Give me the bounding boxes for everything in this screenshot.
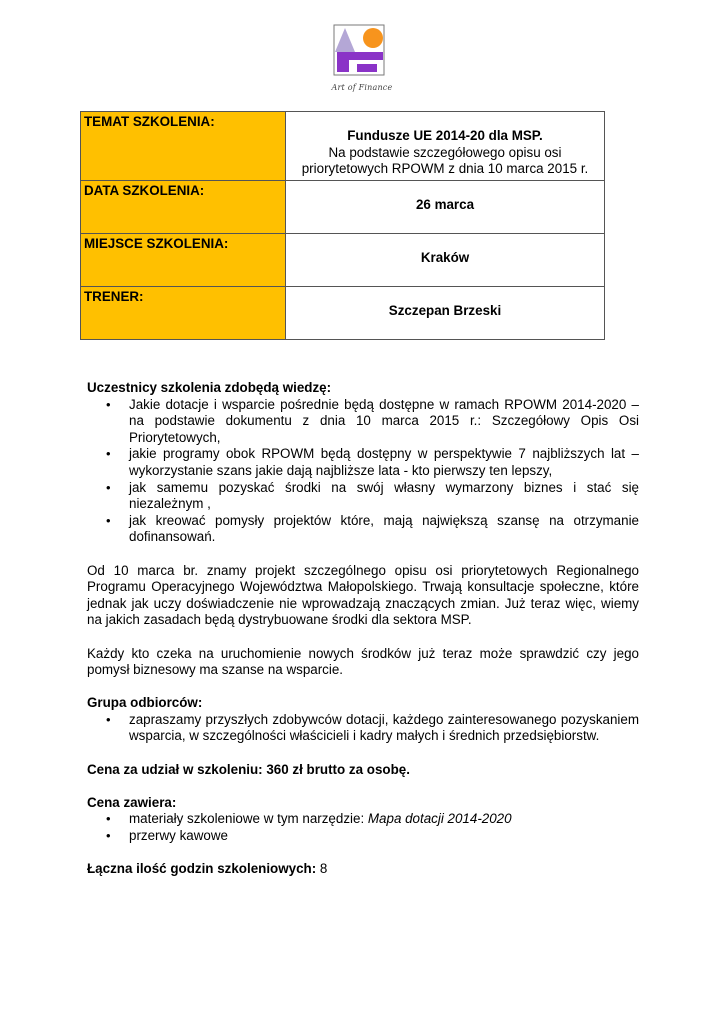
document-body: [87, 380, 639, 878]
list-item: • zapraszamy przyszłych zdobywców dotacji, każdego zainteresowanego pozyskaniem wsparcia, w szczególności właścicieli i kadry małych i średnich przedsiębiorstw.: [106, 711, 639, 744]
hours-label: Łączna ilość godzin szkoleniowych:: [87, 861, 317, 877]
table-row: [81, 234, 605, 287]
knowledge-list: [87, 397, 639, 546]
hours-value: 8: [319, 861, 328, 877]
knowledge-heading: Uczestnicy szkolenia zdobędą wiedzę:: [87, 380, 332, 395]
bullet-icon: •: [106, 811, 111, 827]
value-topic: [286, 112, 605, 181]
label-date: DATA SZKOLENIA:: [81, 181, 286, 234]
list-item: • Jakie dotacje i wsparcie pośrednie będą dostępne w ramach RPOWM 2014-2020 – na podstawie dokumentu z dnia 10 marca 2015 r.: Szczegółowy Opis Osi Priorytetowych,: [106, 396, 639, 445]
bullet-icon: •: [106, 711, 111, 727]
training-info-table: [80, 111, 605, 340]
bullet-icon: •: [106, 479, 111, 495]
label-place: MIEJSCE SZKOLENIA:: [81, 234, 286, 287]
paragraph-opportunity: Każdy kto czeka na uruchomienie nowych środków już teraz może sprawdzić czy jego pomysł biznesowy ma szanse na wsparcie.: [87, 645, 639, 678]
logo-caption: Art of Finance: [331, 83, 393, 92]
topic-subtitle: Na podstawie szczegółowego opisu osi priorytetowych RPOWM z dnia 10 marca 2015 r.: [301, 144, 589, 177]
bullet-icon: •: [106, 396, 111, 412]
date-text: 26 marca: [415, 197, 475, 212]
includes-list: [87, 811, 639, 844]
bullet-icon: •: [106, 512, 111, 528]
label-topic: TEMAT SZKOLENIA:: [81, 112, 286, 181]
list-item: • przerwy kawowe: [106, 828, 228, 844]
table-row: [81, 287, 605, 340]
price-line: Cena za udział w szkoleniu: 360 zł brutto za osobę.: [87, 761, 410, 777]
grant-map-title: Mapa dotacji 2014-2020: [367, 811, 512, 827]
paragraph-intro: Od 10 marca br. znamy projekt szczególnego opisu osi priorytetowych Regionalnego Programu Operacyjnego Województwa Małopolskiego. Trwają konsultacje społeczne, które jednak jak uczy doświadczenie nie wprowadzają znaczących zmian. Już teraz więc, wiemy na jakich zasadach będą dystrybuowane środki dla sektora MSP.: [87, 562, 639, 628]
value-place: [286, 234, 605, 287]
hours-line: [87, 861, 639, 878]
list-item: • materiały szkoleniowe w tym narzędzie: Mapa dotacji 2014-2020: [106, 811, 512, 827]
table-row: [81, 112, 605, 181]
list-item: • jakie programy obok RPOWM będą dostępny w perspektywie 7 najbliższych lat – wykorzystanie szans jakie dają najbliższe lata - kto pierwszy ten lepszy,: [106, 446, 639, 478]
table-row: [81, 181, 605, 234]
list-item: • jak samemu pozyskać środki na swój własny wymarzony biznes i stać się niezależnym ,: [106, 479, 639, 512]
value-date: [286, 181, 605, 234]
value-trainer: [286, 287, 605, 340]
bullet-icon: •: [106, 828, 111, 844]
bullet-icon: •: [106, 446, 111, 462]
list-item: • jak kreować pomysły projektów które, mają największą szansę na otrzymanie dofinansowań.: [106, 512, 639, 545]
includes-heading: Cena zawiera:: [87, 794, 177, 810]
audience-list: [87, 712, 639, 745]
trainer-text: Szczepan Brzeski: [388, 303, 502, 318]
audience-heading: Grupa odbiorców:: [87, 695, 203, 711]
topic-title: Fundusze UE 2014-20 dla MSP.: [347, 128, 543, 143]
place-text: Kraków: [420, 250, 470, 265]
label-trainer: TRENER:: [81, 287, 286, 340]
